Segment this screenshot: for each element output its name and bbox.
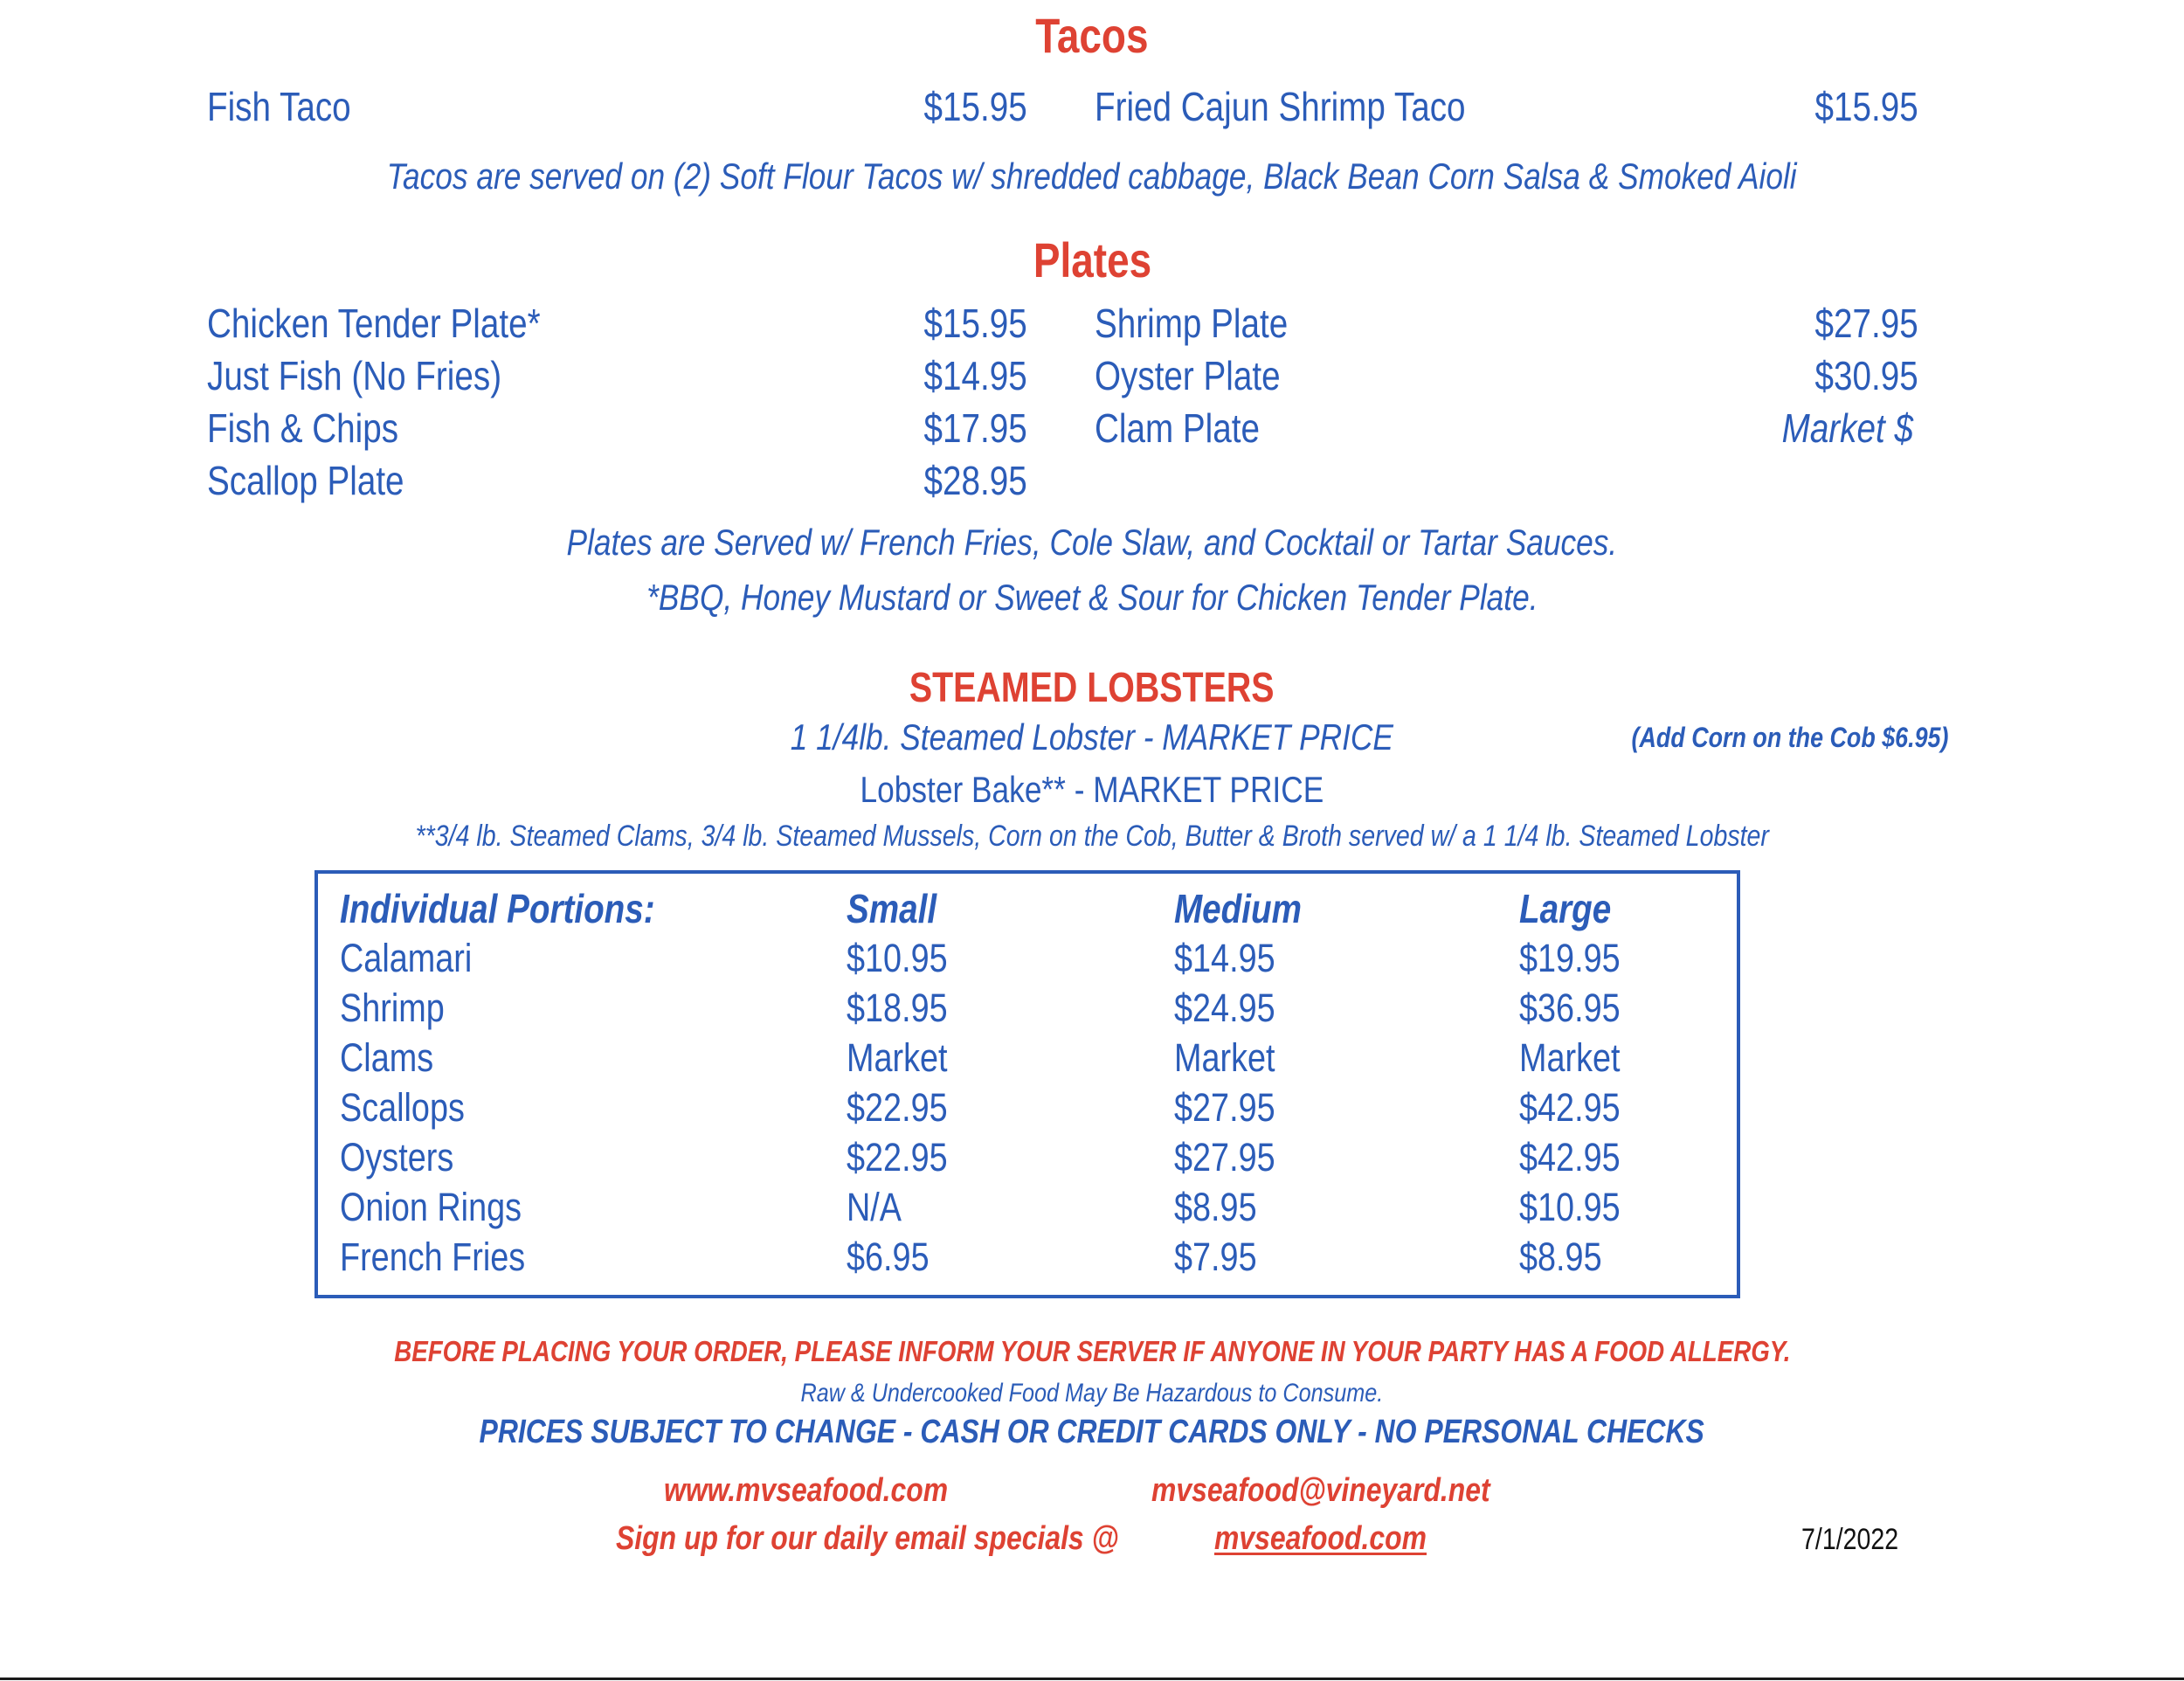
table-cell-medium: $7.95 [1174, 1235, 1257, 1279]
table-cell-medium: $27.95 [1174, 1085, 1275, 1130]
table-cell-medium: $27.95 [1174, 1135, 1275, 1179]
table-row: Clams [340, 1035, 434, 1080]
raw-food-warning: Raw & Undercooked Food May Be Hazardous to Consume. [800, 1379, 1384, 1408]
menu-item-price: $27.95 [1814, 301, 1918, 346]
menu-item-name: Oyster Plate [1095, 353, 1281, 398]
column-header-small: Small [847, 886, 937, 931]
payment-notice: PRICES SUBJECT TO CHANGE - CASH OR CREDIT CARDS ONLY - NO PERSONAL CHECKS [479, 1414, 1705, 1450]
table-cell-large: $8.95 [1519, 1235, 1602, 1279]
column-header-large: Large [1519, 886, 1612, 931]
menu-item-price: $30.95 [1814, 353, 1918, 398]
tacos-note: Tacos are served on (2) Soft Flour Tacos w/ shredded cabbage, Black Bean Corn Salsa & Smoked Aioli [387, 156, 1797, 197]
menu-item-name: Fried Cajun Shrimp Taco [1095, 84, 1466, 129]
allergy-warning: BEFORE PLACING YOUR ORDER, PLEASE INFORM YOUR SERVER IF ANYONE IN YOUR PARTY HAS A FOOD ALLERGY. [393, 1335, 1791, 1367]
table-row: French Fries [340, 1235, 526, 1279]
table-row: Calamari [340, 936, 473, 980]
menu-item-name: Fish Taco [207, 84, 351, 129]
menu-item-price: $28.95 [923, 458, 1027, 503]
menu-item-name: Scallop Plate [207, 458, 404, 503]
table-title: Individual Portions: [340, 886, 655, 931]
menu-item-name: Clam Plate [1095, 405, 1260, 451]
menu-item-price: $15.95 [1814, 84, 1918, 129]
menu-item-name: Chicken Tender Plate* [207, 301, 541, 346]
table-row: Scallops [340, 1085, 465, 1130]
table-cell-small: $10.95 [847, 936, 948, 980]
table-cell-medium: $8.95 [1174, 1185, 1257, 1229]
table-row: Shrimp [340, 986, 445, 1030]
menu-item-price: Market $ [1781, 405, 1913, 451]
table-cell-large: $42.95 [1519, 1135, 1621, 1179]
menu-item-name: Fish & Chips [207, 405, 399, 451]
email-link[interactable]: mvseafood@vineyard.net [1151, 1472, 1490, 1509]
section-heading-plates-text: Plates [1033, 232, 1151, 287]
table-cell-small: $22.95 [847, 1135, 948, 1179]
section-heading-steamed-lobsters-text: STEAMED LOBSTERS [909, 665, 1275, 711]
table-cell-medium: $24.95 [1174, 986, 1275, 1030]
table-cell-large: $42.95 [1519, 1085, 1621, 1130]
table-cell-small: $18.95 [847, 986, 948, 1030]
section-heading-tacos-text: Tacos [1035, 8, 1149, 63]
table-cell-medium: Market [1174, 1035, 1275, 1080]
table-cell-small: $6.95 [847, 1235, 930, 1279]
section-heading-plates [0, 232, 2184, 288]
lobster-addon-note: (Add Corn on the Cob $6.95) [1631, 722, 1949, 753]
table-row: Oysters [340, 1135, 454, 1179]
table-cell-medium: $14.95 [1174, 936, 1275, 980]
table-cell-large: $19.95 [1519, 936, 1621, 980]
column-header-medium: Medium [1174, 886, 1302, 931]
signup-text: Sign up for our daily email specials @ mvseafood.com [616, 1520, 1427, 1557]
menu-item-name: Shrimp Plate [1095, 301, 1289, 346]
individual-portions-table [314, 870, 1740, 1298]
lobster-line-2: Lobster Bake** - MARKET PRICE [860, 769, 1324, 810]
table-cell-large: Market [1519, 1035, 1621, 1080]
signup-link[interactable]: mvseafood.com [1214, 1520, 1427, 1557]
lobster-footnote: **3/4 lb. Steamed Clams, 3/4 lb. Steamed Mussels, Corn on the Cob, Butter & Broth served w/ a 1 1/4 lb. Steamed Lobster [415, 820, 1769, 853]
menu-item-price: $17.95 [923, 405, 1027, 451]
menu-item-name: Just Fish (No Fries) [207, 353, 502, 398]
website-link[interactable]: www.mvseafood.com [664, 1472, 949, 1509]
plates-note-2: *BBQ, Honey Mustard or Sweet & Sour for Chicken Tender Plate. [646, 577, 1538, 618]
date-stamp: 7/1/2022 [1801, 1523, 1899, 1556]
table-cell-large: $36.95 [1519, 986, 1621, 1030]
table-cell-large: $10.95 [1519, 1185, 1621, 1229]
table-cell-small: Market [847, 1035, 948, 1080]
menu-item-price: $15.95 [923, 301, 1027, 346]
section-heading-steamed-lobsters [0, 664, 2184, 712]
table-row: Onion Rings [340, 1185, 522, 1229]
page-bottom-rule [0, 1678, 2184, 1680]
menu-item-price: $15.95 [923, 84, 1027, 129]
table-cell-small: $22.95 [847, 1085, 948, 1130]
plates-note-1: Plates are Served w/ French Fries, Cole Slaw, and Cocktail or Tartar Sauces. [566, 522, 1618, 563]
lobster-line-1: 1 1/4lb. Steamed Lobster - MARKET PRICE [790, 716, 1394, 757]
menu-item-price: $14.95 [923, 353, 1027, 398]
section-heading-tacos [0, 7, 2184, 64]
table-cell-small: N/A [847, 1185, 902, 1229]
